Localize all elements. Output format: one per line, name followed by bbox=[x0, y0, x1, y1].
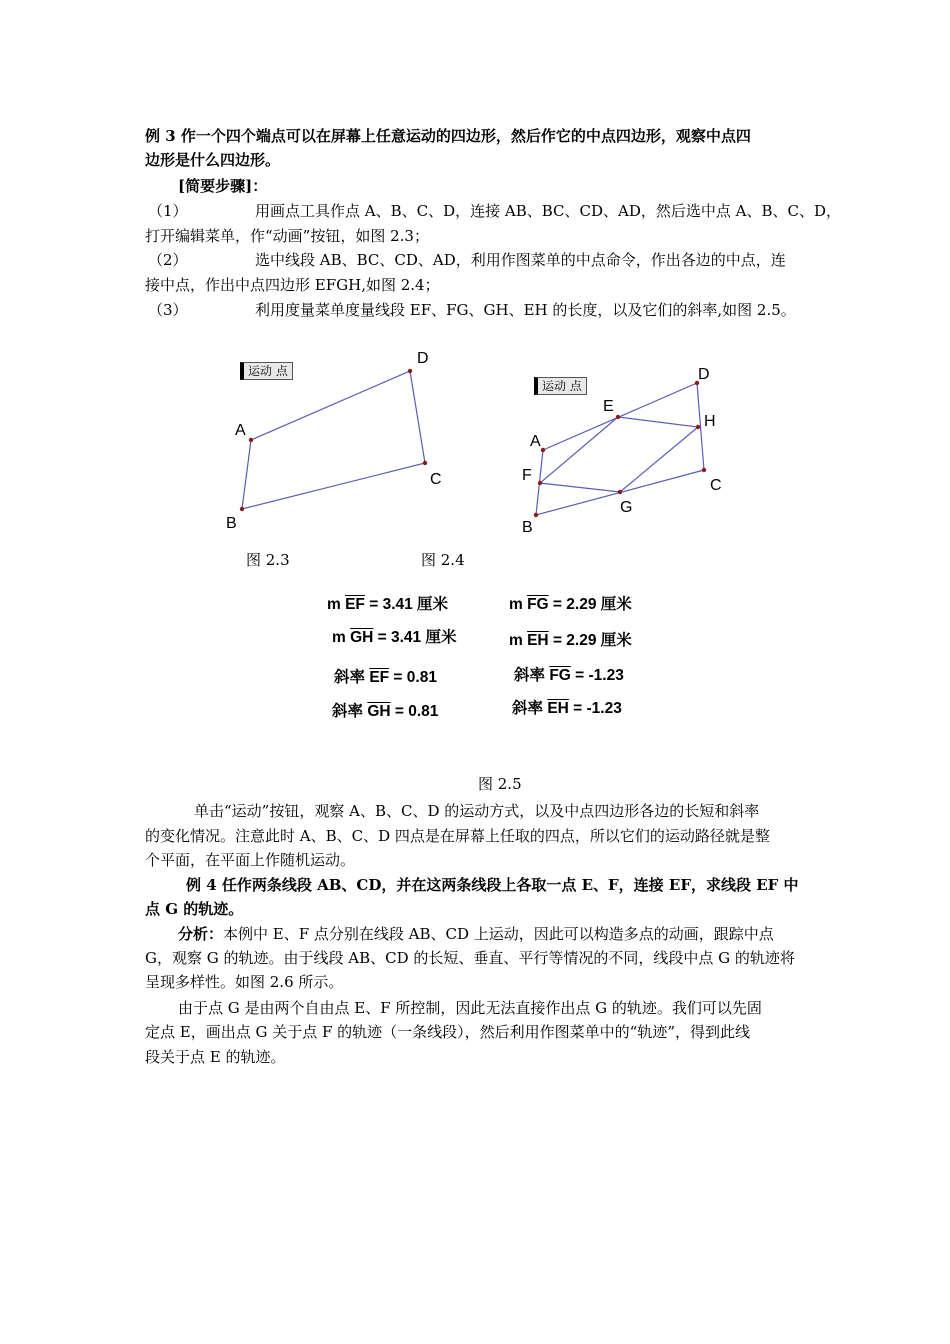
measure-eh-slope: 斜率 $\overline{EH} = -1.23$ bbox=[512, 700, 622, 717]
point-a bbox=[249, 438, 253, 442]
step-2-number: （2） bbox=[148, 251, 188, 269]
paragraph-1-line1: 单击“运动”按钮，观察 A、B、C、D 的运动方式，以及中点四边形各边的长短和斜率 bbox=[194, 802, 760, 820]
measure-fg-length: m $\overline{FG} = 2.29$ 厘米 bbox=[509, 596, 632, 613]
figure-2-4-caption: 图 2.4 bbox=[421, 551, 465, 569]
steps-heading: [简要步骤]： bbox=[178, 177, 268, 195]
paragraph-2-line3: 段关于点 E 的轨迹。 bbox=[145, 1048, 286, 1066]
label-d: D bbox=[698, 366, 710, 383]
analysis-line1: 分析：本例中 E、F 点分别在线段 AB、CD 上运动，因此可以构造多点的动画，跟踪中点 bbox=[178, 925, 774, 943]
point-c bbox=[702, 468, 706, 472]
point-g bbox=[618, 490, 622, 494]
quadrilateral-abcd bbox=[536, 383, 704, 515]
measure-gh-length: m $\overline{GH} = 3.41$ 厘米 bbox=[332, 629, 457, 646]
point-h bbox=[696, 425, 700, 429]
point-f bbox=[538, 481, 542, 485]
label-e: E bbox=[603, 398, 614, 415]
label-d: D bbox=[417, 350, 429, 367]
label-c: C bbox=[430, 471, 442, 488]
step-3-number: （3） bbox=[148, 301, 188, 319]
measure-gh-slope: 斜率 $\overline{GH} = 0.81$ bbox=[332, 703, 439, 720]
paragraph-1-line3: 个平面，在平面上作随机运动。 bbox=[145, 851, 356, 869]
point-e bbox=[616, 415, 620, 419]
paragraph-2-line2: 定点 E，画出点 G 关于点 F 的轨迹（一条线段），然后利用作图菜单中的“轨迹”，得到此线 bbox=[145, 1023, 751, 1041]
step-1-line2: 打开编辑菜单，作“动画”按钮，如图 2.3； bbox=[145, 227, 429, 245]
quadrilateral-efgh bbox=[540, 417, 698, 492]
point-d bbox=[408, 369, 412, 373]
label-a: A bbox=[530, 433, 541, 450]
measure-ef-length: m $\overline{EF} = 3.41$ 厘米 bbox=[327, 596, 449, 613]
label-f: F bbox=[522, 467, 532, 484]
point-b bbox=[534, 513, 538, 517]
measure-ef-slope: 斜率 $\overline{EF} = 0.81$ bbox=[334, 669, 437, 686]
step-1-line1: 用画点工具作点 A、B、C、D，连接 AB、BC、CD、AD，然后选中点 A、B、C、D， bbox=[255, 202, 842, 220]
point-c bbox=[423, 461, 427, 465]
step-3-line1: 利用度量菜单度量线段 EF、FG、GH、EH 的长度，以及它们的斜率,如图 2.5。 bbox=[255, 301, 796, 319]
motion-button-fig24[interactable]: 运动 点 bbox=[534, 377, 587, 395]
label-c: C bbox=[710, 477, 722, 494]
step-2-line1: 选中线段 AB、BC、CD、AD，利用作图菜单的中点命令，作出各边的中点，连 bbox=[255, 251, 786, 269]
label-h: H bbox=[704, 413, 716, 430]
example4-title-line1: 例 4 任作两条线段 AB、CD，并在这两条线段上各取一点 E、F，连接 EF，求线段 EF 中 bbox=[186, 876, 799, 894]
analysis-line3: 呈现多样性。如图 2.6 所示。 bbox=[145, 973, 344, 991]
paragraph-2-line1: 由于点 G 是由两个自由点 E、F 所控制，因此无法直接作出点 G 的轨迹。我们可以先固 bbox=[178, 999, 762, 1017]
label-g: G bbox=[620, 499, 633, 516]
step-2-line2: 接中点，作出中点四边形 EFGH,如图 2.4； bbox=[145, 276, 440, 294]
point-a bbox=[541, 448, 545, 452]
measure-fg-slope: 斜率 $\overline{FG} = -1.23$ bbox=[514, 667, 624, 684]
example3-title-line2: 边形是什么四边形。 bbox=[145, 151, 281, 169]
point-b bbox=[240, 507, 244, 511]
quadrilateral-abcd bbox=[242, 371, 425, 509]
example3-title-line1: 例 3 作一个四个端点可以在屏幕上任意运动的四边形，然后作它的中点四边形，观察中点四 bbox=[145, 127, 751, 145]
figure-2-5-caption: 图 2.5 bbox=[478, 775, 522, 793]
label-b: B bbox=[226, 515, 237, 532]
label-a: A bbox=[235, 422, 246, 439]
figure-2-3-caption: 图 2.3 bbox=[246, 551, 290, 569]
example4-title-line2: 点 G 的轨迹。 bbox=[145, 900, 244, 918]
step-1-number: （1） bbox=[148, 202, 188, 220]
paragraph-1-line2: 的变化情况。注意此时 A、B、C、D 四点是在屏幕上任取的四点，所以它们的运动路径就是整 bbox=[145, 827, 770, 845]
figure-2-3 bbox=[220, 340, 460, 540]
figure-2-4 bbox=[510, 360, 740, 540]
analysis-line2: G，观察 G 的轨迹。由于线段 AB、CD 的长短、垂直、平行等情况的不同，线段中点 G 的轨迹将 bbox=[145, 949, 795, 967]
motion-button-fig23[interactable]: 运动 点 bbox=[240, 362, 293, 380]
label-b: B bbox=[522, 519, 533, 536]
measure-eh-length: m $\overline{EH} = 2.29$ 厘米 bbox=[509, 632, 632, 649]
